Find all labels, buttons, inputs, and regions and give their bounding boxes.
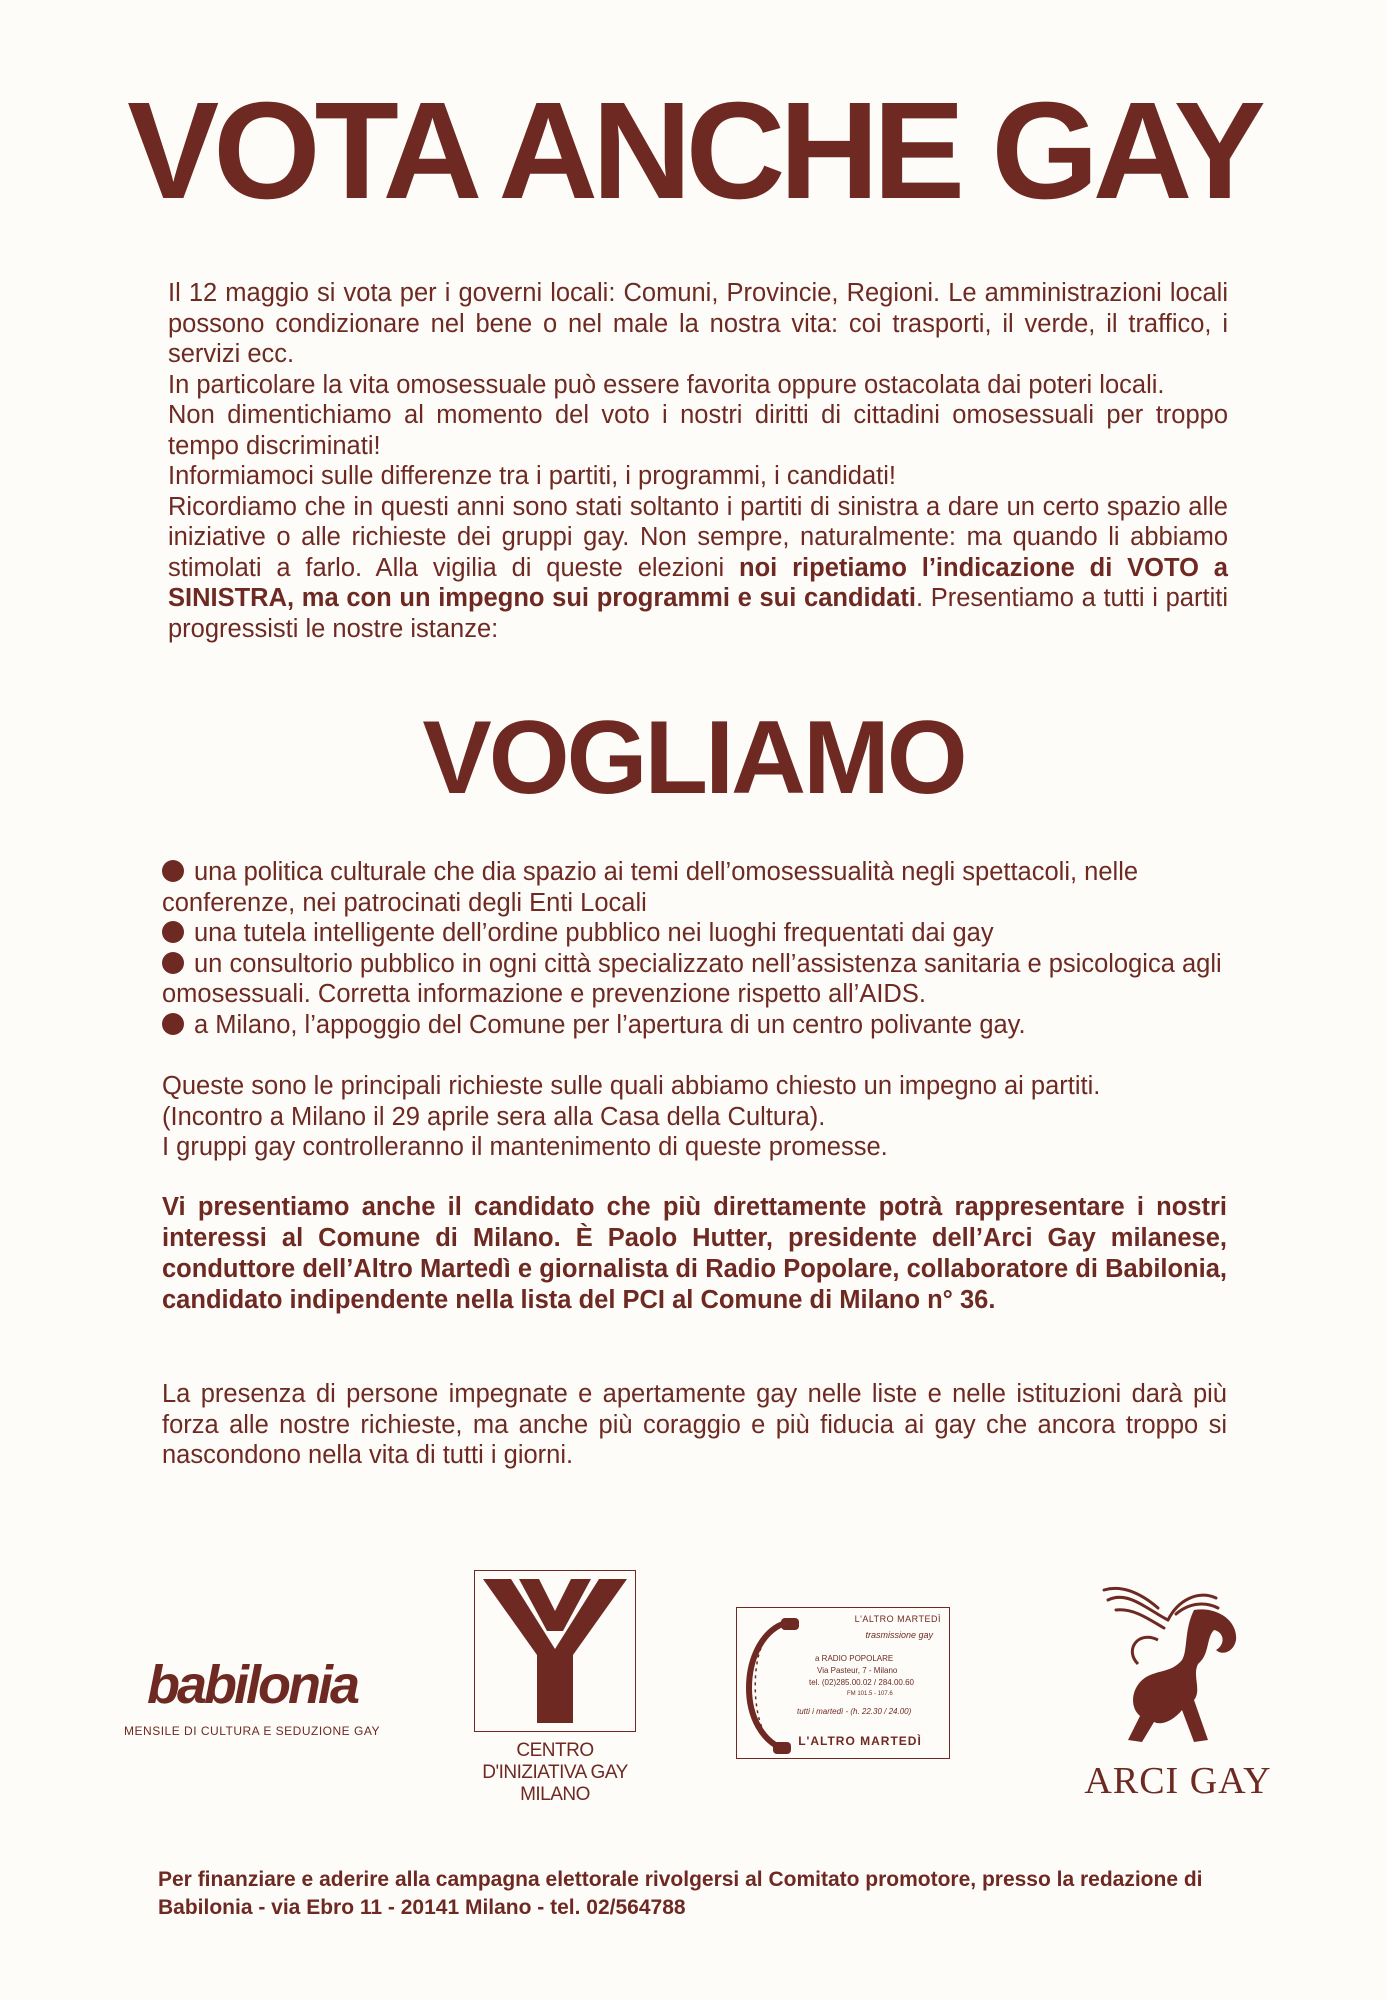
altro-martedi-logo [736,1607,950,1759]
intro-paragraph: Non dimentichiamo al momento del voto i nostri diritti di cittadini omosessuali per troppo tempo discriminati! [168,401,1228,460]
list-item [162,918,1227,949]
centro-yy-icon [474,1570,636,1732]
demand-text: una politica culturale che dia spazio ai temi dell’omosessualità negli spettacoli, nelle conferenze, nei patrocinati degli Enti Locali [162,858,1139,917]
list-item [162,1010,1227,1041]
intro-paragraph: Informiamoci sulle differenze tra i partiti, i programmi, i candidati! [168,462,896,490]
list-item [162,949,1227,1010]
martedi-footer: L'ALTRO MARTEDÌ [798,1734,922,1748]
babilonia-wordmark: babilonia [146,1655,357,1715]
list-item [162,857,1227,918]
demand-text: una tutela intelligente dell’ordine pubblico nei luoghi frequentati dai gay [194,919,994,947]
intro-text-run: Ricordiamo che in questi anni sono stati soltanto i partiti di sinistra a dare un certo spazio alle iniziative o alle richieste dei gruppi gay. Non sempre, naturalmente: ma quando li abbiamo stimolati a farlo. Alla vigilia di queste elezioni [168,492,1228,582]
martedi-subtitle: trasmissione gay [865,1630,933,1640]
centro-yy-icon-svg [475,1571,635,1731]
centro-label [472,1740,638,1806]
arci-gay-logo [1058,1580,1298,1803]
voto-sinistra-emphasis: noi ripetiamo l’indicazione di VOTO a SINISTRA, ma con un impegno sui programmi e sui candidati [168,553,1228,612]
bullet-dot-icon [162,860,184,882]
requests-text [162,1071,1227,1163]
intro-paragraph: In particolare la vita omosessuale può essere favorita oppure ostacolata dai poteri locali. [168,370,1165,399]
intro-paragraph [168,492,1228,645]
footer-contact: Per finanziare e aderire alla campagna elettorale rivolgersi al Comitato promotore, presso la redazione di Babilonia - via Ebro 11 - 20141 Milano - tel. 02/564788 [158,1868,1203,1919]
requests-line: (Incontro a Milano il 29 aprile sera alla Casa della Cultura). [162,1102,826,1131]
candidate-paragraph: Vi presentiamo anche il candidato che più direttamente potrà rappresentare i nostri interessi al Comune di Milano. È Paolo Hutter, presidente dell’Arci Gay milanese, conduttore dell’Altro Martedì e giornalista di Radio Popolare, collaboratore di Babilonia, candidato indipendente nella lista del PCI al Comune di Milano n° 36. [162,1193,1227,1314]
martedi-address: Via Pasteur, 7 - Milano [817,1666,898,1675]
intro-text-run: . Presentiamo a tutti i partiti progressisti le nostre istanze: [168,584,1228,643]
presence-paragraph: La presenza di persone impegnate e apertamente gay nelle liste e nelle istituzioni darà più forza alle nostre richieste, ma anche più coraggio e più fiducia ai gay che ancora troppo si nascondono nella vita di tutti i giorni. [162,1380,1227,1469]
arci-gay-wordmark: ARCI GAY [1084,1760,1272,1802]
martedi-header: L'ALTRO MARTEDÌ [854,1614,941,1624]
poster-title: VOTA ANCHE GAY [127,74,1260,228]
martedi-schedule: tutti i martedì - (h. 22.30 / 24.00) [797,1707,912,1716]
centro-iniziativa-logo [472,1570,638,1806]
centro-line: CENTRO [516,1740,594,1761]
requests-line: I gruppi gay controlleranno il mantenimento di queste promesse. [162,1133,888,1161]
bullet-dot-icon [162,952,184,974]
centro-line: MILANO [520,1784,590,1805]
martedi-fm: FM 101.5 - 107.6 [847,1691,893,1697]
demand-text: a Milano, l’appoggio del Comune per l’apertura di un centro polivante gay. [194,1010,1026,1039]
centro-line: D'INIZIATIVA GAY [482,1762,628,1783]
bullet-dot-icon [162,1013,184,1035]
demand-text: un consultorio pubblico in ogni città specializzato nell’assistenza sanitaria e psicologica agli omosessuali. Corretta informazione e prevenzione rispetto all’AIDS. [162,949,1222,1008]
requests-line: Queste sono le principali richieste sulle quali abbiamo chiesto un impegno ai partiti. [162,1072,1101,1100]
martedi-radio: a RADIO POPOLARE [815,1654,894,1663]
babilonia-tagline: MENSILE DI CULTURA E SEDUZIONE GAY [124,1724,380,1738]
winged-lion-icon [1098,1580,1258,1750]
demands-list [162,857,1227,1040]
bullet-dot-icon [162,921,184,943]
babilonia-logo [112,1655,392,1738]
vogliamo-heading: VOGLIAMO [422,700,965,816]
intro-text [168,278,1228,644]
martedi-phone: tel. (02)285.00.02 / 284.00.60 [809,1678,914,1687]
intro-paragraph: Il 12 maggio si vota per i governi locali: Comuni, Provincie, Regioni. Le amministrazioni locali possono condizionare nel bene o nel male la nostra vita: coi trasporti, il verde, il traffico, i servizi ecc. [168,279,1228,368]
